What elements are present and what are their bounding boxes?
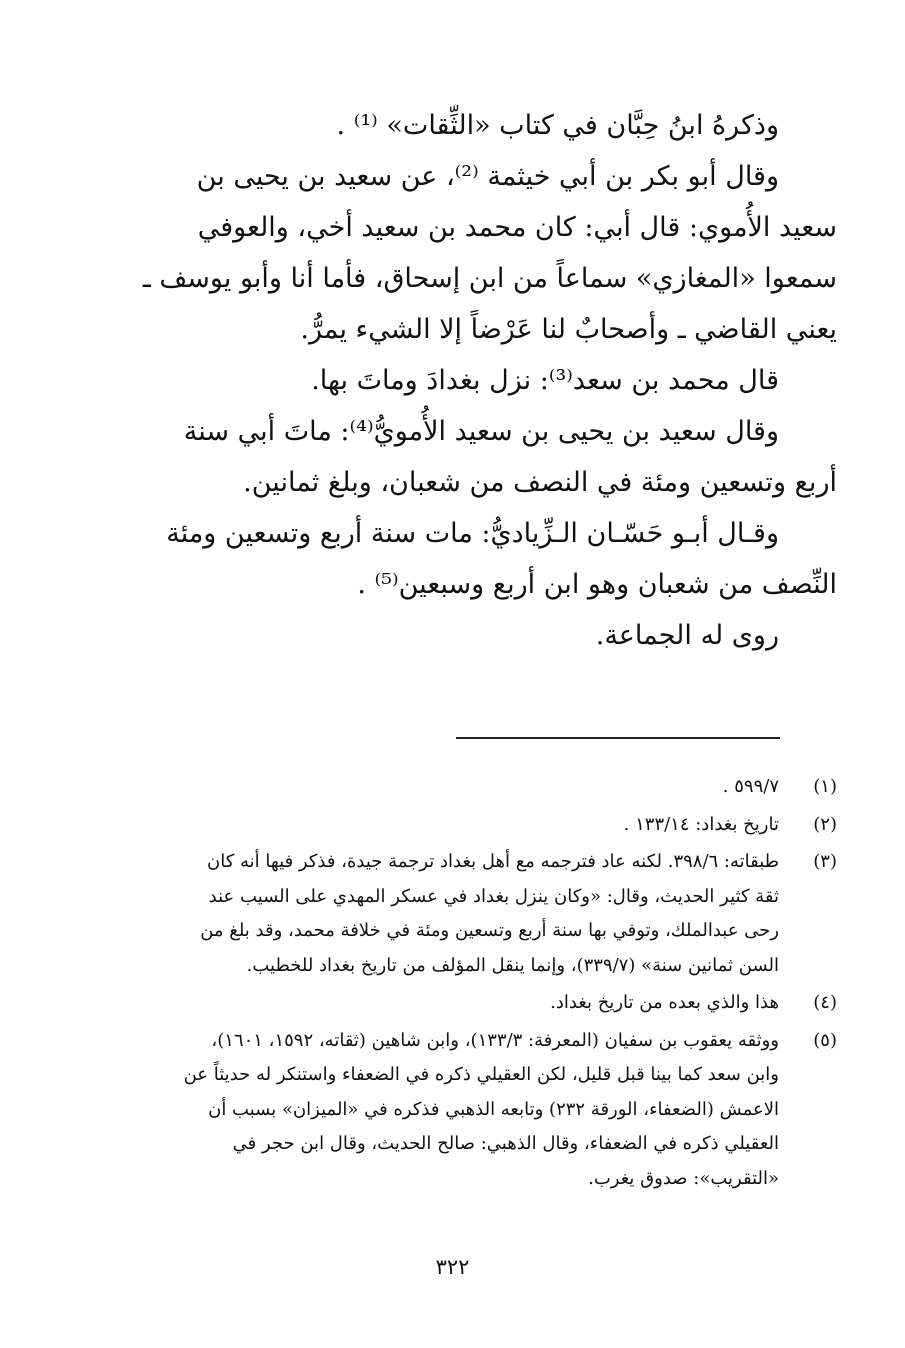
text-line: ٥٩٩/٧ .	[722, 776, 779, 797]
paragraph	[67, 100, 837, 151]
text-line: رحى عبدالملك، وتوفي بها سنة أربع وتسعين ومئة في خلافة محمد، وقد بلغ من	[200, 920, 779, 941]
footnote	[67, 1024, 837, 1197]
text-line: الاعمش (الضعفاء، الورقة ٢٣٢) وتابعه الذهبي فذكره في «الميزان» بسبب أن	[208, 1098, 779, 1120]
footnote-number: (٥)	[813, 1029, 837, 1051]
text-line: ووثقه يعقوب بن سفيان (المعرفة: ١٣٣/٣)، وابن شاهين (ثقاته، ١٥٩٢، ١٦٠١)،	[211, 1029, 779, 1051]
main-text	[67, 100, 837, 661]
paragraph	[67, 355, 837, 406]
footnote-text	[67, 1024, 779, 1197]
text-line: وقال سعيد بن يحيى بن سعيد الأُمويُّ⁽⁴⁾: ماتَ أبي سنة	[183, 416, 779, 447]
text-line: النِّصف من شعبان وهو ابن أربع وسبعين⁽⁵⁾ .	[357, 569, 837, 600]
footnote-text	[67, 808, 779, 843]
text-line: قال محمد بن سعد⁽³⁾: نزل بغدادَ وماتَ بها.	[311, 365, 779, 396]
footnote	[67, 845, 837, 983]
text-line: هذا والذي بعده من تاريخ بغداد.	[550, 992, 779, 1013]
text-line: وذكرهُ ابنُ حِبَّان في كتاب «الثِّقات» ⁽¹⁾ .	[336, 110, 779, 141]
footnote-number: (٤)	[813, 992, 837, 1013]
footnote-number: (٣)	[813, 851, 837, 872]
text-line: أربع وتسعين ومئة في النصف من شعبان، وبلغ ثمانين.	[243, 467, 837, 498]
paragraph	[67, 610, 837, 661]
text-line: العقيلي ذكره في الضعفاء، وقال الذهبي: صالح الحديث، وقال ابن حجر في	[232, 1133, 779, 1154]
footnotes	[67, 770, 837, 1199]
paragraph	[67, 151, 837, 355]
footnote	[67, 770, 837, 805]
text-line: تاريخ بغداد: ١٣٣/١٤ .	[623, 813, 779, 835]
text-line: روى له الجماعة.	[595, 620, 779, 651]
text-line: سمعوا «المغازي» سماعاً من ابن إسحاق، فأما أنا وأبو يوسف ـ	[142, 263, 837, 294]
footnote-text	[67, 845, 779, 983]
paragraph	[67, 406, 837, 508]
text-line: سعيد الأُموي: قال أبي: كان محمد بن سعيد أخي، والعوفي	[197, 212, 837, 243]
text-line: طبقاته: ٣٩٨/٦. لكنه عاد فترجمه مع أهل بغداد ترجمة جيدة، فذكر فيها أنه كان	[206, 851, 779, 872]
page-number: ٣٢٢	[435, 1255, 470, 1279]
footnote-number: (٢)	[813, 813, 837, 835]
footnote-number: (١)	[813, 776, 837, 797]
footnote	[67, 986, 837, 1021]
text-line: يعني القاضي ـ وأصحابٌ لنا عَرْضاً إلا الشيء يمرُّ.	[300, 314, 837, 345]
footnote-divider	[456, 737, 780, 739]
footnote-text	[67, 986, 779, 1021]
text-line: وقال أبو بكر بن أبي خيثمة ⁽²⁾، عن سعيد بن يحيى بن	[196, 161, 779, 192]
text-line: وابن سعد كما بينا قبل قليل، لكن العقيلي ذكره في الضعفاء واستنكر له حديثاً عن	[183, 1064, 779, 1085]
footnote	[67, 808, 837, 843]
footnote-text	[67, 770, 779, 805]
text-line: وقـال أبـو حَسّـان الـزِّياديُّ: مات سنة أربع وتسعين ومئة	[166, 518, 779, 549]
text-line: السن ثمانين سنة» (٣٣٩/٧)، وإنما ينقل المؤلف من تاريخ بغداد للخطيب.	[246, 954, 779, 976]
text-line: «التقريب»: صدوق يغرب.	[588, 1167, 779, 1189]
text-line: ثقة كثير الحديث، وقال: «وكان ينزل بغداد في عسكر المهدي على السيب عند	[208, 885, 779, 907]
paragraph	[67, 508, 837, 610]
